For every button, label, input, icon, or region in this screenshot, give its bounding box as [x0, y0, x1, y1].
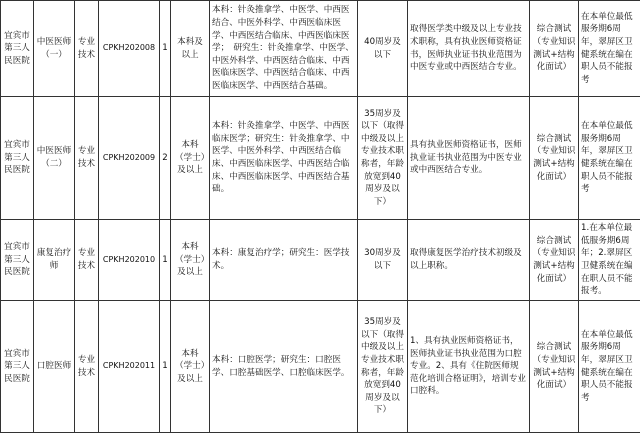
- major-cell: 本科：口腔医学；研究生：口腔医学、口腔基础医学、口腔临床医学。: [210, 301, 358, 433]
- code-cell: CPKH202010: [99, 220, 160, 301]
- education-cell: 本科（学士）及以上: [171, 220, 210, 301]
- position-cell: 康复治疗师: [34, 220, 75, 301]
- exam-cell: 综合测试（专业知识测试+结构化面试）: [530, 220, 579, 301]
- table-row: [1, 1, 640, 97]
- remark-cell: 在本单位最低服务期6周年，翠屏区卫健系统在编在职人员不能报考: [579, 97, 640, 220]
- age-cell: 40周岁及以下: [358, 1, 408, 97]
- code-cell: CPKH202011: [99, 301, 160, 433]
- major-cell: 本科：康复治疗学；研究生：医学技术。: [210, 220, 358, 301]
- requirements-cell: 取得康复医学治疗技术初级及以上职称。: [408, 220, 530, 301]
- count-cell: 1: [160, 301, 171, 433]
- remark-cell: 1.在本单位最低服务期6周年；2.翠屏区卫健系统在编在职人员不能报考。: [579, 220, 640, 301]
- requirements-cell: 1、具有执业医师资格证书，医师执业证书执业范围为口腔专业。2、具有《住院医师规范化培训合格证明》，培训专业口腔科。: [408, 301, 530, 433]
- major-cell: 本科：针灸推拿学、中医学、中西医结合、中医外科学、中西医临床医学、中西医结合临床、中西医临床医学； 研究生：针灸推拿学、中医学、中医外科学、中西医结合临床、中西医临床医学、中西医结合临床、中西医临床医学、中西医结合基础。: [210, 1, 358, 97]
- requirements-cell: 具有执业医师资格证书，医师执业证书执业范围为中医专业或中西医结合专业。: [408, 97, 530, 220]
- count-cell: 1: [160, 220, 171, 301]
- exam-cell: 综合测试（专业知识测试+结构化面试）: [530, 301, 579, 433]
- category-cell: 专业技术: [75, 1, 99, 97]
- unit-cell: 宜宾市第三人民医院: [1, 97, 34, 220]
- count-cell: 1: [160, 1, 171, 97]
- code-cell: CPKH202009: [99, 97, 160, 220]
- age-cell: 30周岁及以下: [358, 220, 408, 301]
- position-cell: 中医医师（二）: [34, 97, 75, 220]
- exam-cell: 综合测试（专业知识测试+结构化面试）: [530, 97, 579, 220]
- category-cell: 专业技术: [75, 97, 99, 220]
- age-cell: 35周岁及以下（取得中级及以上专业技术职称者，年龄放宽到40周岁及以下）: [358, 301, 408, 433]
- remark-cell: 在本单位最低服务期6周年，翠屏区卫健系统在编在职人员不能报考: [579, 301, 640, 433]
- education-cell: 本科及以上: [171, 1, 210, 97]
- code-cell: CPKH202008: [99, 1, 160, 97]
- position-cell: 中医医师（一）: [34, 1, 75, 97]
- remark-cell: 在本单位最低服务期6周年，翠屏区卫健系统在编在职人员不能报考: [579, 1, 640, 97]
- exam-cell: 综合测试（专业知识测试+结构化面试）: [530, 1, 579, 97]
- unit-cell: 宜宾市第三人民医院: [1, 220, 34, 301]
- major-cell: 本科：针灸推拿学、中医学、中西医临床医学；研究生：针灸推拿学、中医学、中医外科学、中西医结合临床、中西医临床医学、中西医结合临床、中西医临床医学、中西医结合基础。: [210, 97, 358, 220]
- table-row: [1, 301, 640, 433]
- requirements-cell: 取得医学类中级及以上专业技术职称，具有执业医师资格证书，医师执业证书执业范围为中医专业或中西医结合专业。: [408, 1, 530, 97]
- count-cell: 2: [160, 97, 171, 220]
- category-cell: 专业技术: [75, 220, 99, 301]
- education-cell: 本科（学士）及以上: [171, 301, 210, 433]
- unit-cell: 宜宾市第三人民医院: [1, 1, 34, 97]
- education-cell: 本科（学士）及以上: [171, 97, 210, 220]
- age-cell: 35周岁及以下（取得中级及以上专业技术职称者，年龄放宽到40周岁及以下）: [358, 97, 408, 220]
- table-row: [1, 97, 640, 220]
- unit-cell: 宜宾市第三人民医院: [1, 301, 34, 433]
- table-row: [1, 220, 640, 301]
- category-cell: 专业技术: [75, 301, 99, 433]
- position-cell: 口腔医师: [34, 301, 75, 433]
